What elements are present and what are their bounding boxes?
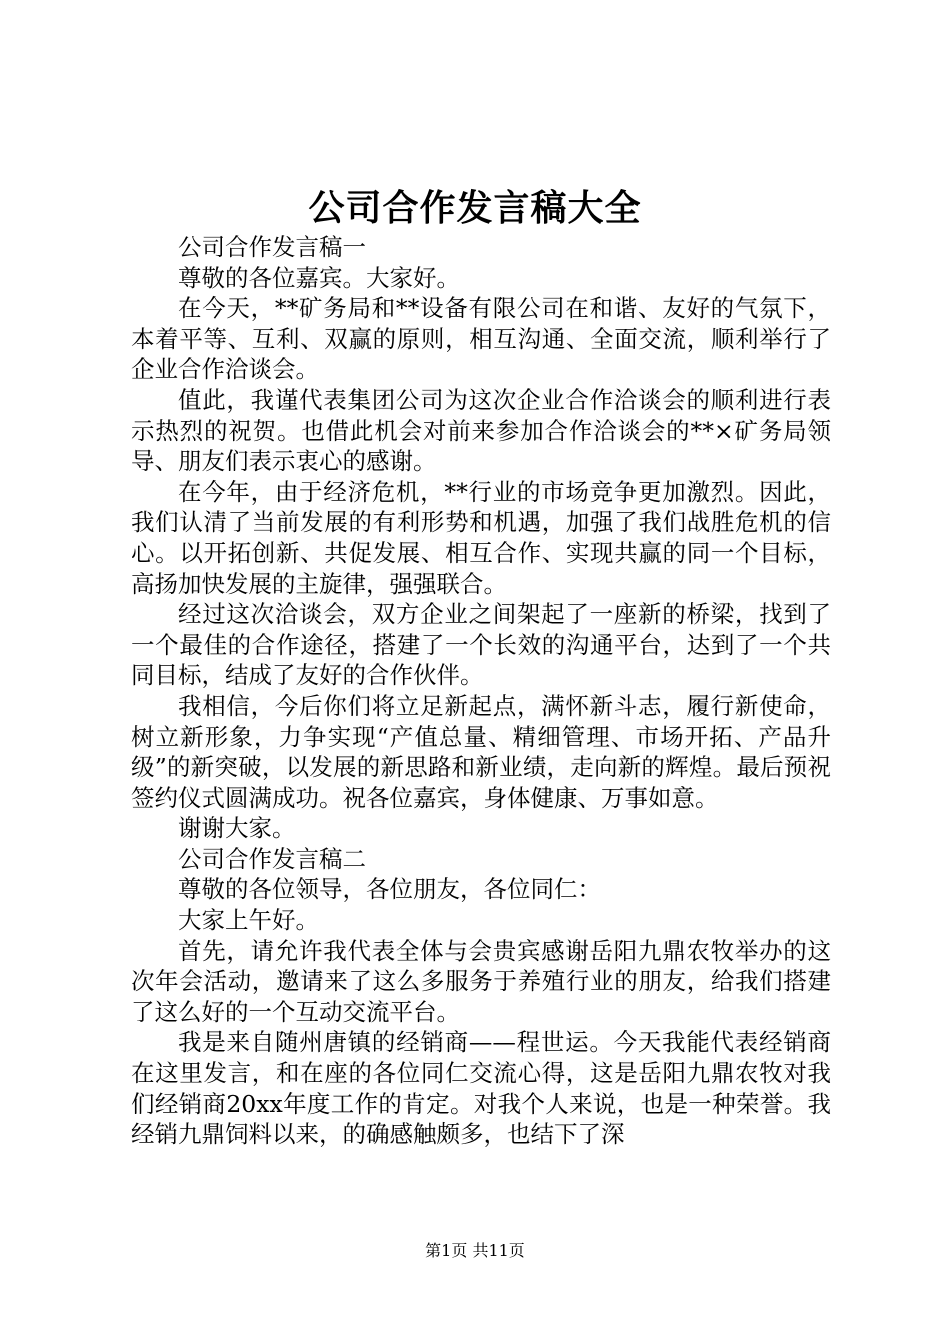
page-footer: 第1页 共11页: [425, 1241, 525, 1260]
paragraph: 我是来自随州唐镇的经销商——程世运。今天我能代表经销商在这里发言，和在座的各位同仁交流心得，这是岳阳九鼎农牧对我们经销商20xx年度工作的肯定。对我个人来说，也是一种荣誉。我经销九鼎饲料以来，的确感触颇多，也结下了深: [131, 1028, 831, 1149]
paragraph: 首先，请允许我代表全体与会贵宾感谢岳阳九鼎农牧举办的这次年会活动，邀请来了这么多服务于养殖行业的朋友，给我们搭建了这么好的一个互动交流平台。: [131, 936, 831, 1026]
paragraph-greeting-2: 尊敬的各位领导，各位朋友，各位同仁：: [178, 875, 601, 904]
paragraph: 经过这次洽谈会，双方企业之间架起了一座新的桥梁，找到了一个最佳的合作途径，搭建了一个长效的沟通平台，达到了一个共同目标，结成了友好的合作伙伴。: [131, 600, 831, 690]
document-body: [131, 232, 831, 1150]
paragraph: 在今年，由于经济危机，**行业的市场竞争更加激烈。因此，我们认清了当前发展的有利形势和机遇，加强了我们战胜危机的信心。以开拓创新、共促发展、相互合作、实现共赢的同一个目标，高扬加快发展的主旋律，强强联合。: [131, 477, 831, 598]
paragraph-section-heading-1: 公司合作发言稿一: [178, 233, 366, 261]
paragraph: 值此，我谨代表集团公司为这次企业合作洽谈会的顺利进行表示热烈的祝贺。也借此机会对前来参加合作洽谈会的**×矿务局领导、朋友们表示衷心的感谢。: [131, 385, 831, 476]
paragraph-greeting-3: 大家上午好。: [178, 906, 319, 935]
paragraph: 在今天，**矿务局和**设备有限公司在和谐、友好的气氛下，本着平等、互利、双赢的原则，相互沟通、全面交流，顺利举行了企业合作洽谈会。: [131, 294, 831, 384]
document-title: 公司合作发言稿大全: [308, 187, 642, 229]
paragraph-closing-1: 谢谢大家。: [178, 814, 296, 843]
paragraph: 我相信，今后你们将立足新起点，满怀新斗志，履行新使命，树立新形象，力争实现“产值总量、精细管理、市场开拓、产品升级”的新突破，以发展的新思路和新业绩，走向新的辉煌。最后预祝签约仪式圆满成功。祝各位嘉宾，身体健康、万事如意。: [131, 691, 831, 812]
paragraph-section-heading-2: 公司合作发言稿二: [178, 844, 366, 873]
paragraph-greeting-1: 尊敬的各位嘉宾。大家好。: [178, 263, 460, 292]
